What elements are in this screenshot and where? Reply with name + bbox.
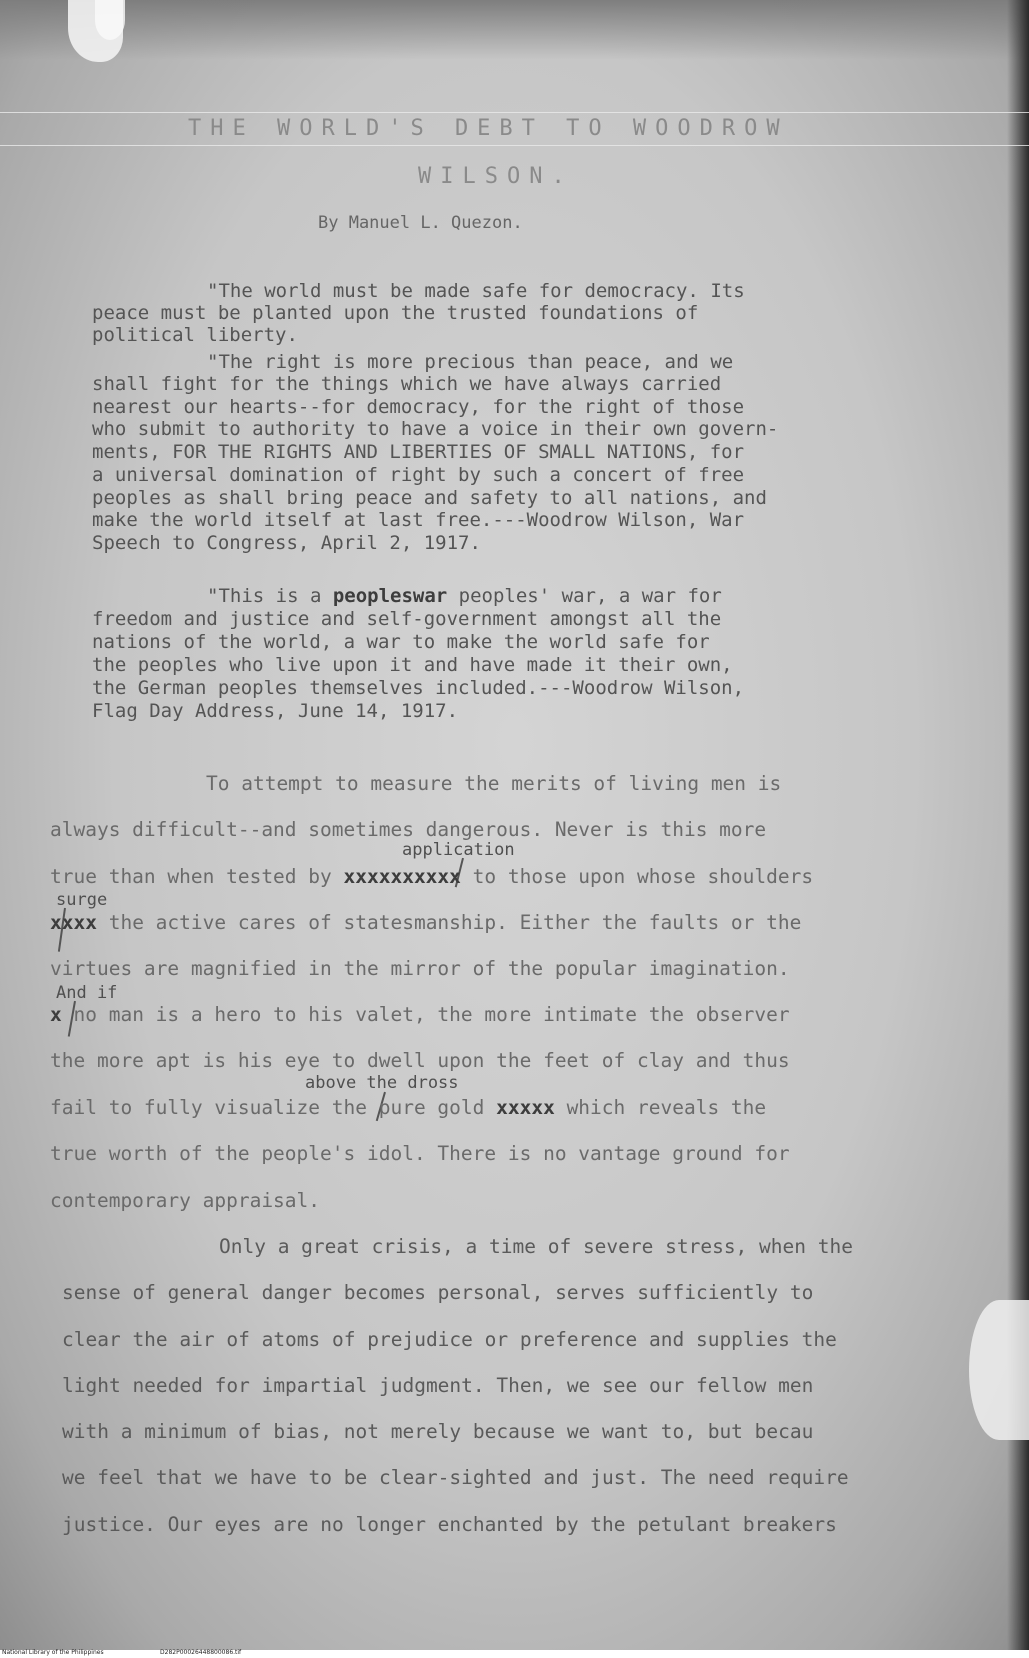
body-text: which reveals the (554, 1096, 767, 1119)
body-line: light needed for impartial judgment. Then, we see our fellow men (62, 1374, 814, 1397)
paper-tear-highlight (95, 0, 125, 40)
body-line: clear the air of atoms of prejudice or preference and supplies the (62, 1328, 837, 1351)
quote2-line: nations of the world, a war to make the world safe for (92, 631, 710, 653)
body-text: true than when tested by (50, 865, 344, 888)
body-line: To attempt to measure the merits of living men is (206, 772, 782, 795)
quote1-line: make the world itself at last free.---Woodrow Wilson, War (92, 509, 745, 531)
struck-word: x (50, 1003, 62, 1026)
quote1-line: Speech to Congress, April 2, 1917. (92, 532, 481, 554)
struck-word: xxxxxxxxxx (343, 865, 461, 888)
light-spot (969, 1300, 1029, 1440)
quote1-line: ments, FOR THE RIGHTS AND LIBERTIES OF SMALL NATIONS, for (92, 441, 745, 463)
quote1-line: political liberty. (92, 324, 298, 346)
body-line: always difficult--and sometimes dangerous. Never is this more (50, 818, 767, 841)
byline: By Manuel L. Quezon. (318, 213, 523, 233)
quote1-line: nearest our hearts--for democracy, for the right of those (92, 396, 745, 418)
body-text: fail to fully visualize the pure gold (50, 1096, 497, 1119)
body-line: true worth of the people's idol. There is no vantage ground for (50, 1142, 790, 1165)
quote2-line: the German peoples themselves included.---Woodrow Wilson, (92, 677, 745, 699)
body-line: the more apt is his eye to dwell upon the feet of clay and thus (50, 1049, 790, 1072)
struck-word: peopleswar (332, 585, 448, 607)
body-line: Only a great crisis, a time of severe stress, when the (219, 1235, 853, 1258)
quote2-line: Flag Day Address, June 14, 1917. (92, 700, 459, 722)
body-line: justice. Our eyes are no longer enchanted by the petulant breakers (62, 1513, 837, 1536)
body-line: we feel that we have to be clear-sighted and just. The need require (62, 1466, 849, 1489)
quote2-line: the peoples who live upon it and have made it their own, (92, 654, 733, 676)
scan-footer (0, 1650, 1029, 1658)
quote1-line: who submit to authority to have a voice in their own govern- (92, 418, 779, 440)
scan-line (0, 145, 1029, 146)
quote1-line: peoples as shall bring peace and safety to all nations, and (92, 487, 767, 509)
body-line: virtues are magnified in the mirror of the popular imagination. (50, 957, 790, 980)
scan-line (0, 112, 1029, 113)
body-line (50, 865, 813, 888)
quote1-line: "The right is more precious than peace, and we (207, 351, 734, 373)
handwritten-insertion: surge (56, 890, 108, 910)
handwritten-insertion: application (402, 840, 515, 860)
handwritten-insertion: And if (56, 983, 118, 1003)
struck-word: xxxxx (496, 1096, 555, 1119)
quote1-line: peace must be planted upon the trusted foundations of (92, 302, 699, 324)
quote1-line: "The world must be made safe for democracy. Its (207, 280, 745, 302)
footer-file-id: D282P00026448800086.tif (160, 1649, 242, 1656)
footer-library: National Library of the Philippines (2, 1649, 104, 1656)
quote2-text: "This is a (207, 585, 333, 607)
top-shadow (0, 0, 1029, 60)
quote2-line: freedom and justice and self-government amongst all the (92, 608, 722, 630)
body-line (50, 911, 801, 934)
title-line-2: WILSON. (418, 164, 574, 189)
body-line: contemporary appraisal. (50, 1189, 321, 1212)
body-text: the active cares of statesmanship. Either the faults or the (96, 911, 802, 934)
body-line: sense of general danger becomes personal, serves sufficiently to (62, 1281, 814, 1304)
quote1-line: a universal domination of right by such a concert of free (92, 464, 745, 486)
body-line: with a minimum of bias, not merely because we want to, but becau (62, 1420, 814, 1443)
title-line-1: THE WORLD'S DEBT TO WOODROW (188, 116, 789, 141)
quote2-line-1 (207, 585, 722, 607)
body-line (50, 1096, 766, 1119)
quote1-line: shall fight for the things which we have always carried (92, 373, 722, 395)
body-text: to those upon whose shoulders (460, 865, 814, 888)
quote2-text: peoples' war, a war for (447, 585, 722, 607)
handwritten-insertion: above the dross (305, 1073, 459, 1093)
body-text: no man is a hero to his valet, the more intimate the observer (61, 1003, 790, 1026)
struck-word: xxxx (50, 911, 97, 934)
body-line (50, 1003, 790, 1026)
